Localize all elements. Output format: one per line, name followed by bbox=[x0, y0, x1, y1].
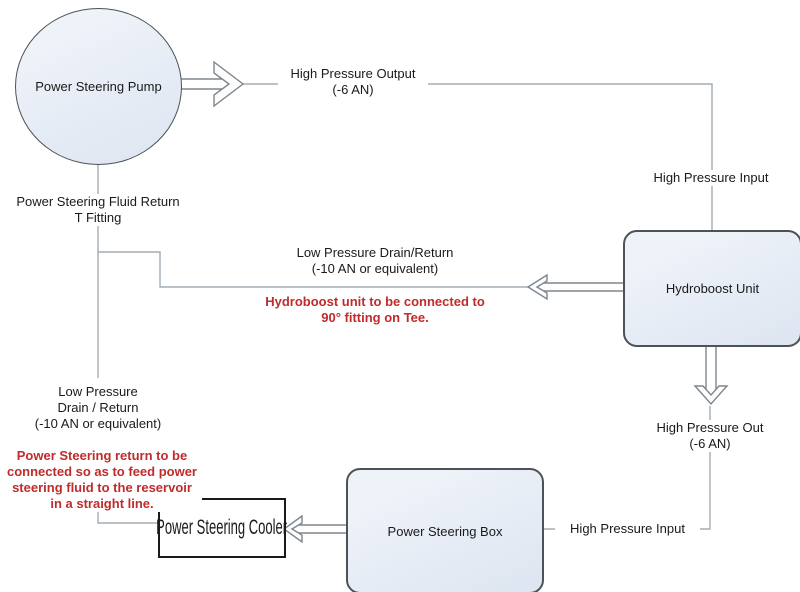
note-line: Hydroboost unit to be connected to bbox=[265, 294, 485, 309]
note-hydroboost-connection bbox=[255, 294, 495, 326]
label-line: High Pressure Input bbox=[570, 521, 685, 536]
label-line: (-10 AN or equivalent) bbox=[34, 416, 162, 431]
label-line: (-6 AN) bbox=[332, 82, 374, 97]
note-power-steering-return bbox=[2, 448, 202, 512]
arrow-head-down-icon bbox=[695, 386, 727, 404]
label-line: T Fitting bbox=[74, 210, 122, 225]
note-line: steering fluid to the reservoir bbox=[12, 480, 192, 495]
note-line: 90° fitting on Tee. bbox=[321, 310, 429, 325]
label-line: (-6 AN) bbox=[689, 436, 731, 451]
label-high-pressure-input-bottom bbox=[555, 521, 700, 537]
note-line: Power Steering return to be bbox=[16, 448, 188, 463]
label-high-pressure-out bbox=[640, 420, 780, 452]
arrow-head-right-icon bbox=[214, 62, 243, 106]
label-high-pressure-output bbox=[278, 66, 428, 98]
label-line: Low Pressure bbox=[58, 384, 138, 399]
arrow-hydroboost-out-down bbox=[695, 343, 727, 404]
label-line: High Pressure Input bbox=[653, 170, 769, 185]
arrow-hydroboost-return bbox=[528, 275, 623, 299]
node-power-steering-pump bbox=[15, 8, 182, 165]
node-label: Power Steering Box bbox=[387, 523, 503, 539]
note-line: connected so as to feed power bbox=[7, 464, 197, 479]
label-line: Drain / Return bbox=[57, 400, 139, 415]
label-line: (-10 AN or equivalent) bbox=[311, 261, 439, 276]
node-label: Hydroboost Unit bbox=[665, 281, 760, 296]
arrow-pump-output bbox=[181, 62, 243, 106]
node-hydroboost-unit bbox=[623, 230, 800, 347]
node-label: Power Steering Pump bbox=[35, 79, 162, 94]
label-low-pressure-drain-mid bbox=[280, 245, 470, 277]
wire-high-pressure-output bbox=[243, 84, 712, 230]
label-line: Power Steering Fluid Return bbox=[16, 194, 180, 209]
node-label: Power Steering Cooler bbox=[156, 516, 288, 539]
label-low-pressure-drain-left bbox=[10, 384, 186, 432]
label-line: Low Pressure Drain/Return bbox=[296, 245, 454, 260]
label-high-pressure-input-top bbox=[640, 170, 782, 186]
node-power-steering-box bbox=[346, 468, 544, 592]
label-line: High Pressure Out bbox=[656, 420, 764, 435]
label-fluid-return-t-fitting bbox=[5, 194, 191, 226]
arrow-box-to-cooler bbox=[284, 516, 346, 542]
label-line: High Pressure Output bbox=[290, 66, 416, 81]
arrow-head-left-icon bbox=[528, 275, 547, 299]
note-line: in a straight line. bbox=[50, 496, 154, 511]
